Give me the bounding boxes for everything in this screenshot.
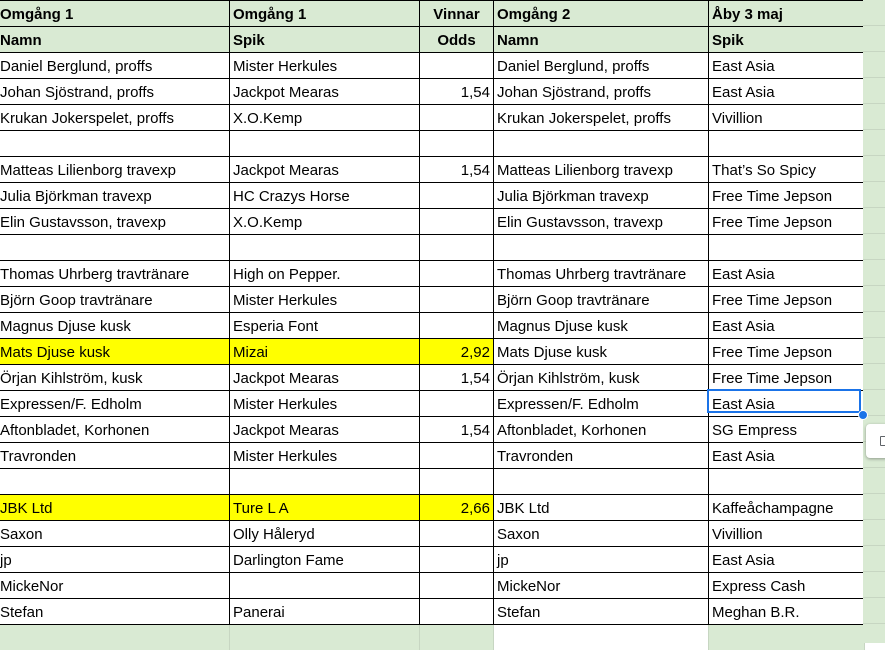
table-cell[interactable]: Johan Sjöstrand, proffs bbox=[0, 79, 230, 105]
table-cell[interactable]: Elin Gustavsson, travexp bbox=[0, 209, 230, 235]
table-row bbox=[0, 287, 865, 313]
table-cell[interactable]: That’s So Spicy bbox=[709, 157, 865, 183]
table-cell[interactable] bbox=[230, 131, 420, 157]
table-cell[interactable]: East Asia bbox=[709, 547, 865, 573]
fill-handle[interactable] bbox=[858, 410, 868, 420]
table-cell[interactable]: Mats Djuse kusk bbox=[494, 339, 709, 365]
table-row bbox=[0, 599, 865, 625]
table-cell[interactable] bbox=[420, 391, 494, 417]
table-cell[interactable]: Jackpot Mearas bbox=[230, 417, 420, 443]
table-cell[interactable]: Ture L A bbox=[230, 495, 420, 521]
header-cell[interactable]: Omgång 1 bbox=[0, 1, 230, 27]
table-cell[interactable]: High on Pepper. bbox=[230, 261, 420, 287]
table-cell[interactable]: East Asia bbox=[709, 391, 865, 417]
grid-line bbox=[863, 467, 885, 468]
table-cell[interactable]: Free Time Jepson bbox=[709, 209, 865, 235]
table-cell[interactable]: HC Crazys Horse bbox=[230, 183, 420, 209]
grid-line bbox=[863, 25, 885, 26]
table-cell[interactable]: Saxon bbox=[494, 521, 709, 547]
grid-line bbox=[863, 259, 885, 260]
table-row bbox=[0, 53, 865, 79]
table-cell[interactable]: Daniel Berglund, proffs bbox=[494, 53, 709, 79]
table-cell[interactable] bbox=[494, 131, 709, 157]
table-cell[interactable]: 2,66 bbox=[420, 495, 494, 521]
table-cell[interactable]: jp bbox=[0, 547, 230, 573]
table-cell[interactable]: Mister Herkules bbox=[230, 53, 420, 79]
table-row bbox=[0, 105, 865, 131]
table-cell[interactable]: Jackpot Mearas bbox=[230, 157, 420, 183]
table-row bbox=[0, 235, 865, 261]
table-cell[interactable]: Jackpot Mearas bbox=[230, 365, 420, 391]
grid-line bbox=[863, 519, 885, 520]
empty-cell[interactable] bbox=[230, 625, 420, 650]
table-cell[interactable]: Elin Gustavsson, travexp bbox=[494, 209, 709, 235]
table-cell[interactable] bbox=[420, 105, 494, 131]
table-cell[interactable]: Mizai bbox=[230, 339, 420, 365]
table-row bbox=[0, 391, 865, 417]
table-cell[interactable]: Johan Sjöstrand, proffs bbox=[494, 79, 709, 105]
table-cell[interactable]: Örjan Kihlström, kusk bbox=[494, 365, 709, 391]
table-row bbox=[0, 365, 865, 391]
table-cell[interactable]: Meghan B.R. bbox=[709, 599, 865, 625]
table-cell[interactable] bbox=[709, 131, 865, 157]
table-cell[interactable]: Free Time Jepson bbox=[709, 183, 865, 209]
table-cell[interactable]: East Asia bbox=[709, 313, 865, 339]
table-cell[interactable] bbox=[420, 53, 494, 79]
table-row bbox=[0, 443, 865, 469]
table-row bbox=[0, 573, 865, 599]
table-cell[interactable]: Express Cash bbox=[709, 573, 865, 599]
table-cell[interactable] bbox=[494, 469, 709, 495]
grid-line bbox=[863, 285, 885, 286]
table-cell[interactable]: 1,54 bbox=[420, 417, 494, 443]
table-cell[interactable] bbox=[230, 469, 420, 495]
table-cell[interactable]: Magnus Djuse kusk bbox=[0, 313, 230, 339]
table-cell[interactable] bbox=[0, 469, 230, 495]
grid-line bbox=[863, 155, 885, 156]
empty-cell[interactable] bbox=[420, 625, 494, 650]
empty-cell[interactable] bbox=[494, 625, 709, 650]
table-cell[interactable] bbox=[709, 235, 865, 261]
table-cell[interactable] bbox=[230, 573, 420, 599]
table-cell[interactable]: Mister Herkules bbox=[230, 287, 420, 313]
table-cell[interactable]: Magnus Djuse kusk bbox=[494, 313, 709, 339]
header-cell[interactable]: Omgång 2 bbox=[494, 1, 709, 27]
table-cell[interactable]: 1,54 bbox=[420, 79, 494, 105]
table-cell[interactable]: Krukan Jokerspelet, proffs bbox=[494, 105, 709, 131]
table-cell[interactable]: Travronden bbox=[494, 443, 709, 469]
table-row bbox=[0, 157, 865, 183]
table-cell[interactable]: East Asia bbox=[709, 53, 865, 79]
table-cell[interactable] bbox=[494, 235, 709, 261]
panel-icon bbox=[880, 436, 885, 446]
grid-line bbox=[863, 545, 885, 546]
grid-line bbox=[863, 311, 885, 312]
table-cell[interactable]: Stefan bbox=[0, 599, 230, 625]
table-cell[interactable]: Kaffeåchampagne bbox=[709, 495, 865, 521]
table-cell[interactable]: X.O.Kemp bbox=[230, 209, 420, 235]
table-cell[interactable]: Julia Björkman travexp bbox=[0, 183, 230, 209]
side-panel-toggle-button[interactable] bbox=[866, 424, 885, 458]
table-cell[interactable]: jp bbox=[494, 547, 709, 573]
table-row bbox=[0, 183, 865, 209]
table-cell[interactable]: Mister Herkules bbox=[230, 391, 420, 417]
table-cell[interactable]: X.O.Kemp bbox=[230, 105, 420, 131]
table-cell[interactable] bbox=[420, 261, 494, 287]
header-cell[interactable]: Åby 3 maj bbox=[709, 1, 865, 27]
table-cell[interactable]: 2,92 bbox=[420, 339, 494, 365]
table-cell[interactable] bbox=[0, 235, 230, 261]
grid-line bbox=[863, 103, 885, 104]
table-cell[interactable]: Matteas Lilienborg travexp bbox=[494, 157, 709, 183]
table-row bbox=[0, 469, 865, 495]
table-cell[interactable] bbox=[420, 443, 494, 469]
grid-line bbox=[863, 493, 885, 494]
header-cell[interactable]: Spik bbox=[709, 27, 865, 53]
table-cell[interactable] bbox=[420, 131, 494, 157]
table-cell[interactable]: 1,54 bbox=[420, 365, 494, 391]
table-cell[interactable]: Thomas Uhrberg travtränare bbox=[0, 261, 230, 287]
table-cell[interactable] bbox=[420, 547, 494, 573]
grid-line bbox=[863, 337, 885, 338]
grid-line bbox=[863, 363, 885, 364]
table-cell[interactable]: East Asia bbox=[709, 443, 865, 469]
header-row-1 bbox=[0, 1, 865, 27]
table-cell[interactable]: JBK Ltd bbox=[0, 495, 230, 521]
grid-line bbox=[863, 51, 885, 52]
table-row bbox=[0, 339, 865, 365]
header-cell[interactable]: Namn bbox=[0, 27, 230, 53]
table-cell[interactable]: Örjan Kihlström, kusk bbox=[0, 365, 230, 391]
table-cell[interactable]: 1,54 bbox=[420, 157, 494, 183]
header-cell[interactable]: Spik bbox=[230, 27, 420, 53]
table-cell[interactable]: Free Time Jepson bbox=[709, 287, 865, 313]
table-cell[interactable] bbox=[230, 235, 420, 261]
table-cell[interactable] bbox=[420, 469, 494, 495]
grid-line bbox=[863, 233, 885, 234]
empty-column-area bbox=[863, 0, 885, 643]
table-cell[interactable]: Travronden bbox=[0, 443, 230, 469]
table-cell[interactable]: Vivillion bbox=[709, 521, 865, 547]
table-cell[interactable] bbox=[420, 183, 494, 209]
table-cell[interactable]: Saxon bbox=[0, 521, 230, 547]
grid-line bbox=[863, 623, 885, 624]
empty-cell[interactable] bbox=[709, 625, 865, 650]
table-row bbox=[0, 313, 865, 339]
table-cell[interactable]: Free Time Jepson bbox=[709, 339, 865, 365]
table-row bbox=[0, 79, 865, 105]
table-cell[interactable]: Daniel Berglund, proffs bbox=[0, 53, 230, 79]
table-row bbox=[0, 209, 865, 235]
header-cell[interactable]: Namn bbox=[494, 27, 709, 53]
table-cell[interactable]: Olly Håleryd bbox=[230, 521, 420, 547]
table-row bbox=[0, 521, 865, 547]
grid-line bbox=[863, 181, 885, 182]
grid-line bbox=[863, 129, 885, 130]
header-cell[interactable]: Omgång 1 bbox=[230, 1, 420, 27]
table-cell[interactable]: Panerai bbox=[230, 599, 420, 625]
table-cell[interactable] bbox=[420, 313, 494, 339]
grid-line bbox=[863, 389, 885, 390]
table-row bbox=[0, 417, 865, 443]
table-cell[interactable]: SG Empress bbox=[709, 417, 865, 443]
table-row bbox=[0, 261, 865, 287]
table-cell[interactable]: Darlington Fame bbox=[230, 547, 420, 573]
header-row-2 bbox=[0, 27, 865, 53]
table-cell[interactable]: Aftonbladet, Korhonen bbox=[494, 417, 709, 443]
table-cell[interactable]: MickeNor bbox=[0, 573, 230, 599]
table-row bbox=[0, 495, 865, 521]
table-cell[interactable]: Matteas Lilienborg travexp bbox=[0, 157, 230, 183]
table-cell[interactable]: Krukan Jokerspelet, proffs bbox=[0, 105, 230, 131]
table-cell[interactable]: MickeNor bbox=[494, 573, 709, 599]
table-cell[interactable]: Expressen/F. Edholm bbox=[0, 391, 230, 417]
grid-line bbox=[863, 207, 885, 208]
table-cell[interactable] bbox=[709, 469, 865, 495]
table-cell[interactable]: Esperia Font bbox=[230, 313, 420, 339]
table-cell[interactable]: Björn Goop travtränare bbox=[0, 287, 230, 313]
table-cell[interactable] bbox=[420, 235, 494, 261]
header-cell[interactable]: Odds bbox=[420, 27, 494, 53]
table-cell[interactable]: Mister Herkules bbox=[230, 443, 420, 469]
header-cell[interactable]: Vinnar bbox=[420, 1, 494, 27]
empty-row bbox=[0, 625, 865, 650]
table-cell[interactable]: Thomas Uhrberg travtränare bbox=[494, 261, 709, 287]
table-row bbox=[0, 131, 865, 157]
empty-cell[interactable] bbox=[0, 625, 230, 650]
table-cell[interactable] bbox=[0, 131, 230, 157]
table-cell[interactable]: Stefan bbox=[494, 599, 709, 625]
table-cell[interactable]: JBK Ltd bbox=[494, 495, 709, 521]
table-cell[interactable]: Expressen/F. Edholm bbox=[494, 391, 709, 417]
grid-line bbox=[863, 571, 885, 572]
table-cell[interactable]: East Asia bbox=[709, 79, 865, 105]
table-cell[interactable] bbox=[420, 573, 494, 599]
table-row bbox=[0, 547, 865, 573]
grid-line bbox=[863, 597, 885, 598]
table-cell[interactable]: East Asia bbox=[709, 261, 865, 287]
table-cell[interactable] bbox=[420, 521, 494, 547]
table-cell[interactable] bbox=[420, 599, 494, 625]
table-cell[interactable] bbox=[420, 287, 494, 313]
table-cell[interactable]: Aftonbladet, Korhonen bbox=[0, 417, 230, 443]
table-cell[interactable]: Björn Goop travtränare bbox=[494, 287, 709, 313]
table-cell[interactable] bbox=[420, 209, 494, 235]
table-cell[interactable]: Free Time Jepson bbox=[709, 365, 865, 391]
table-cell[interactable]: Julia Björkman travexp bbox=[494, 183, 709, 209]
table-cell[interactable]: Jackpot Mearas bbox=[230, 79, 420, 105]
table-cell[interactable]: Vivillion bbox=[709, 105, 865, 131]
grid-line bbox=[863, 77, 885, 78]
table-cell[interactable]: Mats Djuse kusk bbox=[0, 339, 230, 365]
